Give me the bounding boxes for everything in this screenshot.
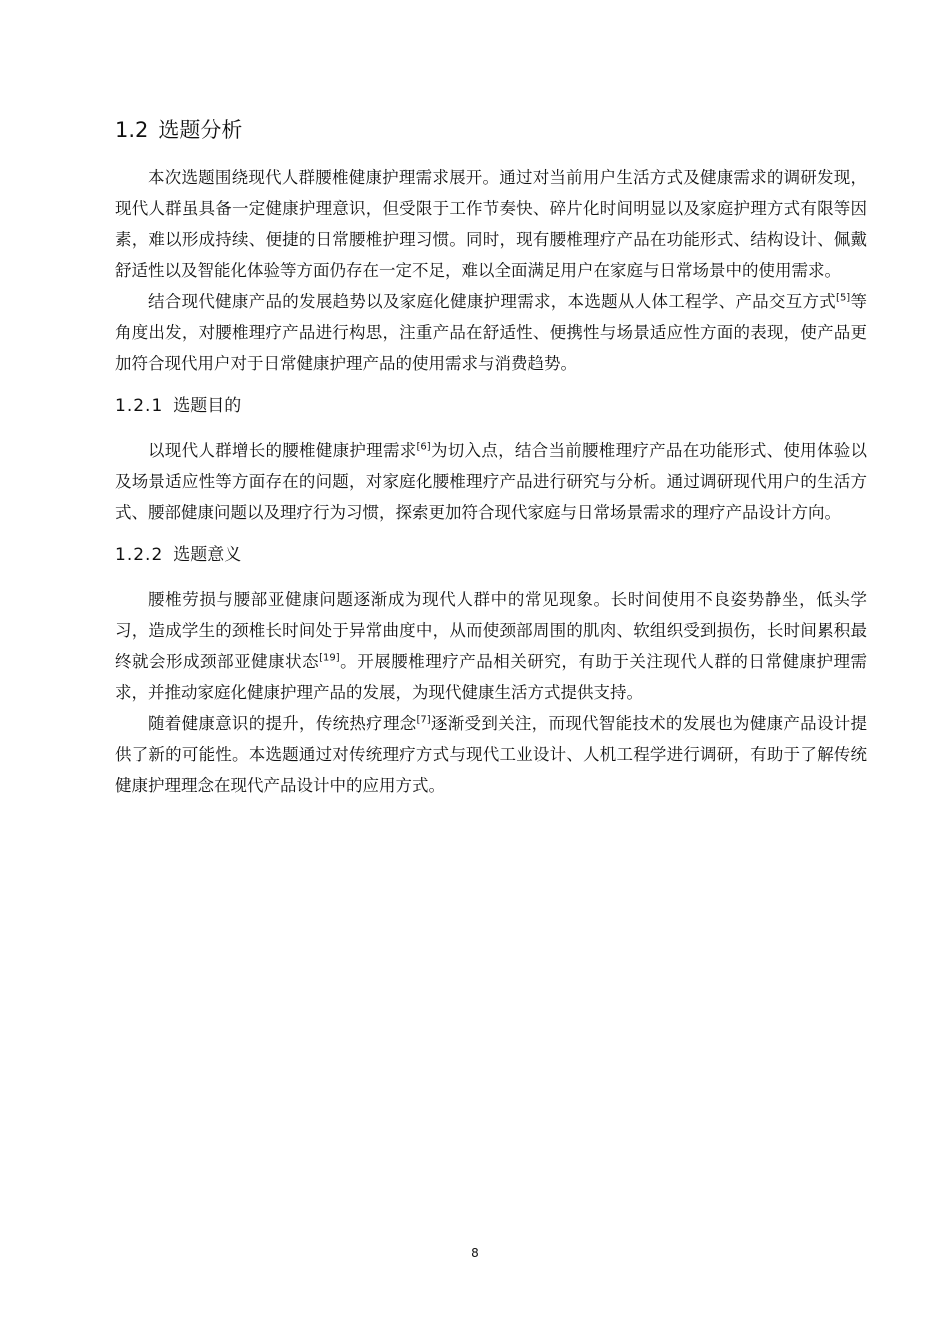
subsection-2-paragraph-2 [115, 708, 867, 801]
paragraph-text-part: 为切入点，结合当前腰椎理疗产品在功能形式、使用体验以及场景适应性等方面存在的问题，对家庭化腰椎理疗产品进行研究与分析。通过调研现代用户的生活方式、腰部健康问题以及理疗行为习惯，探索更加符合现代家庭与日常场景需求的理疗产品设计方向。 [115, 441, 868, 522]
citation-19: [19] [319, 652, 340, 664]
subsection-number: 1.2.2 [115, 545, 164, 565]
paragraph-text-part: 。开展腰椎理疗产品相关研究，有助于关注现代人群的日常健康护理需求，并推动家庭化健康护理产品的发展，为现代健康生活方式提供支持。 [115, 652, 868, 702]
section-number: 1.2 [115, 118, 149, 142]
subsection-title: 选题意义 [173, 545, 242, 565]
section-heading [115, 112, 867, 148]
paragraph-text-part: 结合现代健康产品的发展趋势以及家庭化健康护理需求，本选题从人体工程学、产品交互方式 [148, 292, 837, 311]
document-page [115, 112, 867, 801]
subsection-heading-1 [115, 391, 867, 421]
section-paragraph-2 [115, 286, 867, 379]
page-number: 8 [471, 1246, 479, 1260]
section-title: 选题分析 [158, 118, 243, 142]
subsection-2-paragraph-1 [115, 584, 867, 708]
citation-6: [6] [416, 441, 431, 453]
paragraph-text-part: 等角度出发，对腰椎理疗产品进行构思，注重产品在舒适性、便携性与场景适应性方面的表现，使产品更加符合现代用户对于日常健康护理产品的使用需求与消费趋势。 [115, 292, 868, 373]
subsection-heading-2 [115, 540, 867, 570]
citation-5: [5] [836, 292, 851, 304]
paragraph-text-part: 腰椎劳损与腰部亚健康问题逐渐成为现代人群中的常见现象。长时间使用不良姿势静坐，低头学习，造成学生的颈椎长时间处于异常曲度中，从而使颈部周围的肌肉、软组织受到损伤，长时间累积最终就会形成颈部亚健康状态 [115, 590, 867, 671]
paragraph-text-part: 随着健康意识的提升，传统热疗理念 [148, 714, 417, 733]
subsection-title: 选题目的 [173, 396, 242, 416]
subsection-1-paragraph [115, 435, 867, 528]
subsection-number: 1.2.1 [115, 396, 164, 416]
citation-7: [7] [416, 714, 431, 726]
section-paragraph-1: 本次选题围绕现代人群腰椎健康护理需求展开。通过对当前用户生活方式及健康需求的调研发现，现代人群虽具备一定健康护理意识，但受限于工作节奏快、碎片化时间明显以及家庭护理方式有限等因素，难以形成持续、便捷的日常腰椎护理习惯。同时，现有腰椎理疗产品在功能形式、结构设计、佩戴舒适性以及智能化体验等方面仍存在一定不足，难以全面满足用户在家庭与日常场景中的使用需求。 [115, 168, 867, 280]
paragraph-text-part: 以现代人群增长的腰椎健康护理需求 [148, 441, 417, 460]
paragraph-text-part: 逐渐受到关注，而现代智能技术的发展也为健康产品设计提供了新的可能性。本选题通过对传统理疗方式与现代工业设计、人机工程学进行调研，有助于了解传统健康护理理念在现代产品设计中的应用方式。 [115, 714, 868, 795]
